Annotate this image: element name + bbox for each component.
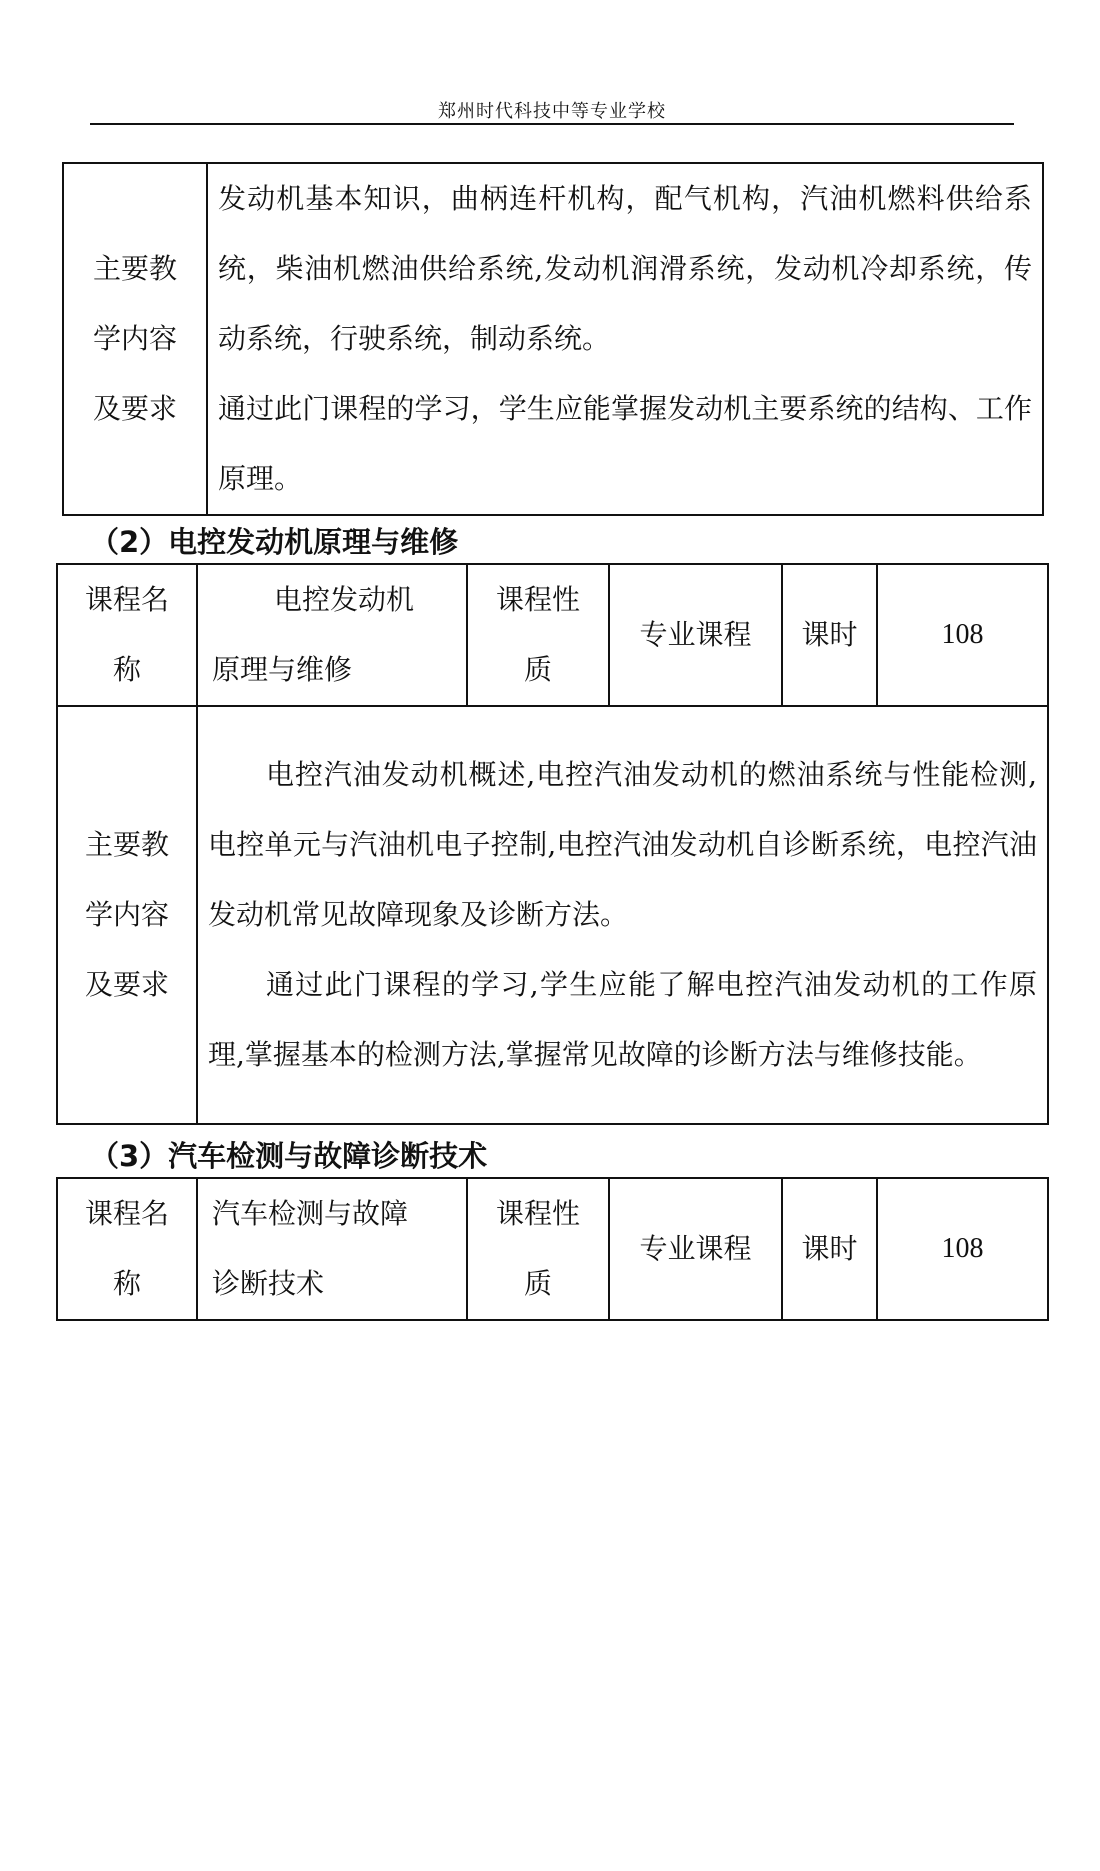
- label-line: 称: [112, 1267, 141, 1300]
- value-line: 原理与维修: [212, 653, 353, 686]
- label-line: 课程性: [495, 1197, 580, 1230]
- course-name-value: [197, 1178, 467, 1320]
- content-label-line: 主要教: [92, 252, 177, 285]
- content-paragraph: 通过此门课程的学习，学生应能掌握发动机主要系统的结构、工作原理。: [218, 392, 1032, 495]
- value-line: 汽车检测与故障: [212, 1197, 409, 1230]
- header-divider: [90, 123, 1014, 125]
- content-label-cell: [57, 706, 197, 1124]
- section-heading-3: （3）汽车检测与故障诊断技术: [90, 1139, 488, 1173]
- course-type-value: 专业课程: [609, 1178, 782, 1320]
- school-header-title: 郑州时代科技中等专业学校: [438, 101, 666, 122]
- content-label-line: 主要教: [84, 828, 169, 861]
- content-paragraph: 电控汽油发动机概述,电控汽油发动机的燃油系统与性能检测,电控单元与汽油机电子控制,电控汽油发动机自诊断系统，电控汽油发动机常见故障现象及诊断方法。: [208, 758, 1037, 931]
- table-row: [57, 706, 1048, 1124]
- content-paragraph: 通过此门课程的学习,学生应能了解电控汽油发动机的工作原理,掌握基本的检测方法,掌握常见故障的诊断方法与维修技能。: [208, 968, 1037, 1071]
- course-table-3: [56, 1177, 1049, 1321]
- course-hours-label: 课时: [782, 1178, 877, 1320]
- course-content-table-1: [62, 162, 1044, 516]
- section-heading-2: （2）电控发动机原理与维修: [90, 525, 459, 559]
- table-row: [57, 1178, 1048, 1320]
- course-hours-value: 108: [877, 1178, 1048, 1320]
- label-line: 课程名: [84, 1197, 169, 1230]
- content-label-line: 学内容: [84, 898, 169, 931]
- course-type-label: [467, 1178, 609, 1320]
- value-line: 电控发动机: [274, 583, 415, 616]
- content-label-line: 学内容: [92, 322, 177, 355]
- content-label-cell: [63, 163, 207, 515]
- table-row: [57, 564, 1048, 706]
- label-line: 称: [112, 653, 141, 686]
- course-name-label: [57, 564, 197, 706]
- value-line: 诊断技术: [212, 1267, 325, 1300]
- table-row: [63, 163, 1043, 515]
- course-type-value: 专业课程: [609, 564, 782, 706]
- course-hours-label: 课时: [782, 564, 877, 706]
- content-label-line: 及要求: [92, 392, 177, 425]
- label-line: 质: [523, 653, 552, 686]
- content-label-line: 及要求: [84, 968, 169, 1001]
- course-hours-value: 108: [877, 564, 1048, 706]
- content-text-cell: [197, 706, 1048, 1124]
- label-line: 课程名: [84, 583, 169, 616]
- content-text-cell: [207, 163, 1043, 515]
- course-name-value: [197, 564, 467, 706]
- course-name-label: [57, 1178, 197, 1320]
- label-line: 质: [523, 1267, 552, 1300]
- course-type-label: [467, 564, 609, 706]
- course-table-2: [56, 563, 1049, 1125]
- label-line: 课程性: [495, 583, 580, 616]
- content-paragraph: 发动机基本知识，曲柄连杆机构，配气机构，汽油机燃料供给系统，柴油机燃油供给系统,发动机润滑系统，发动机冷却系统，传动系统，行驶系统，制动系统。: [218, 182, 1032, 355]
